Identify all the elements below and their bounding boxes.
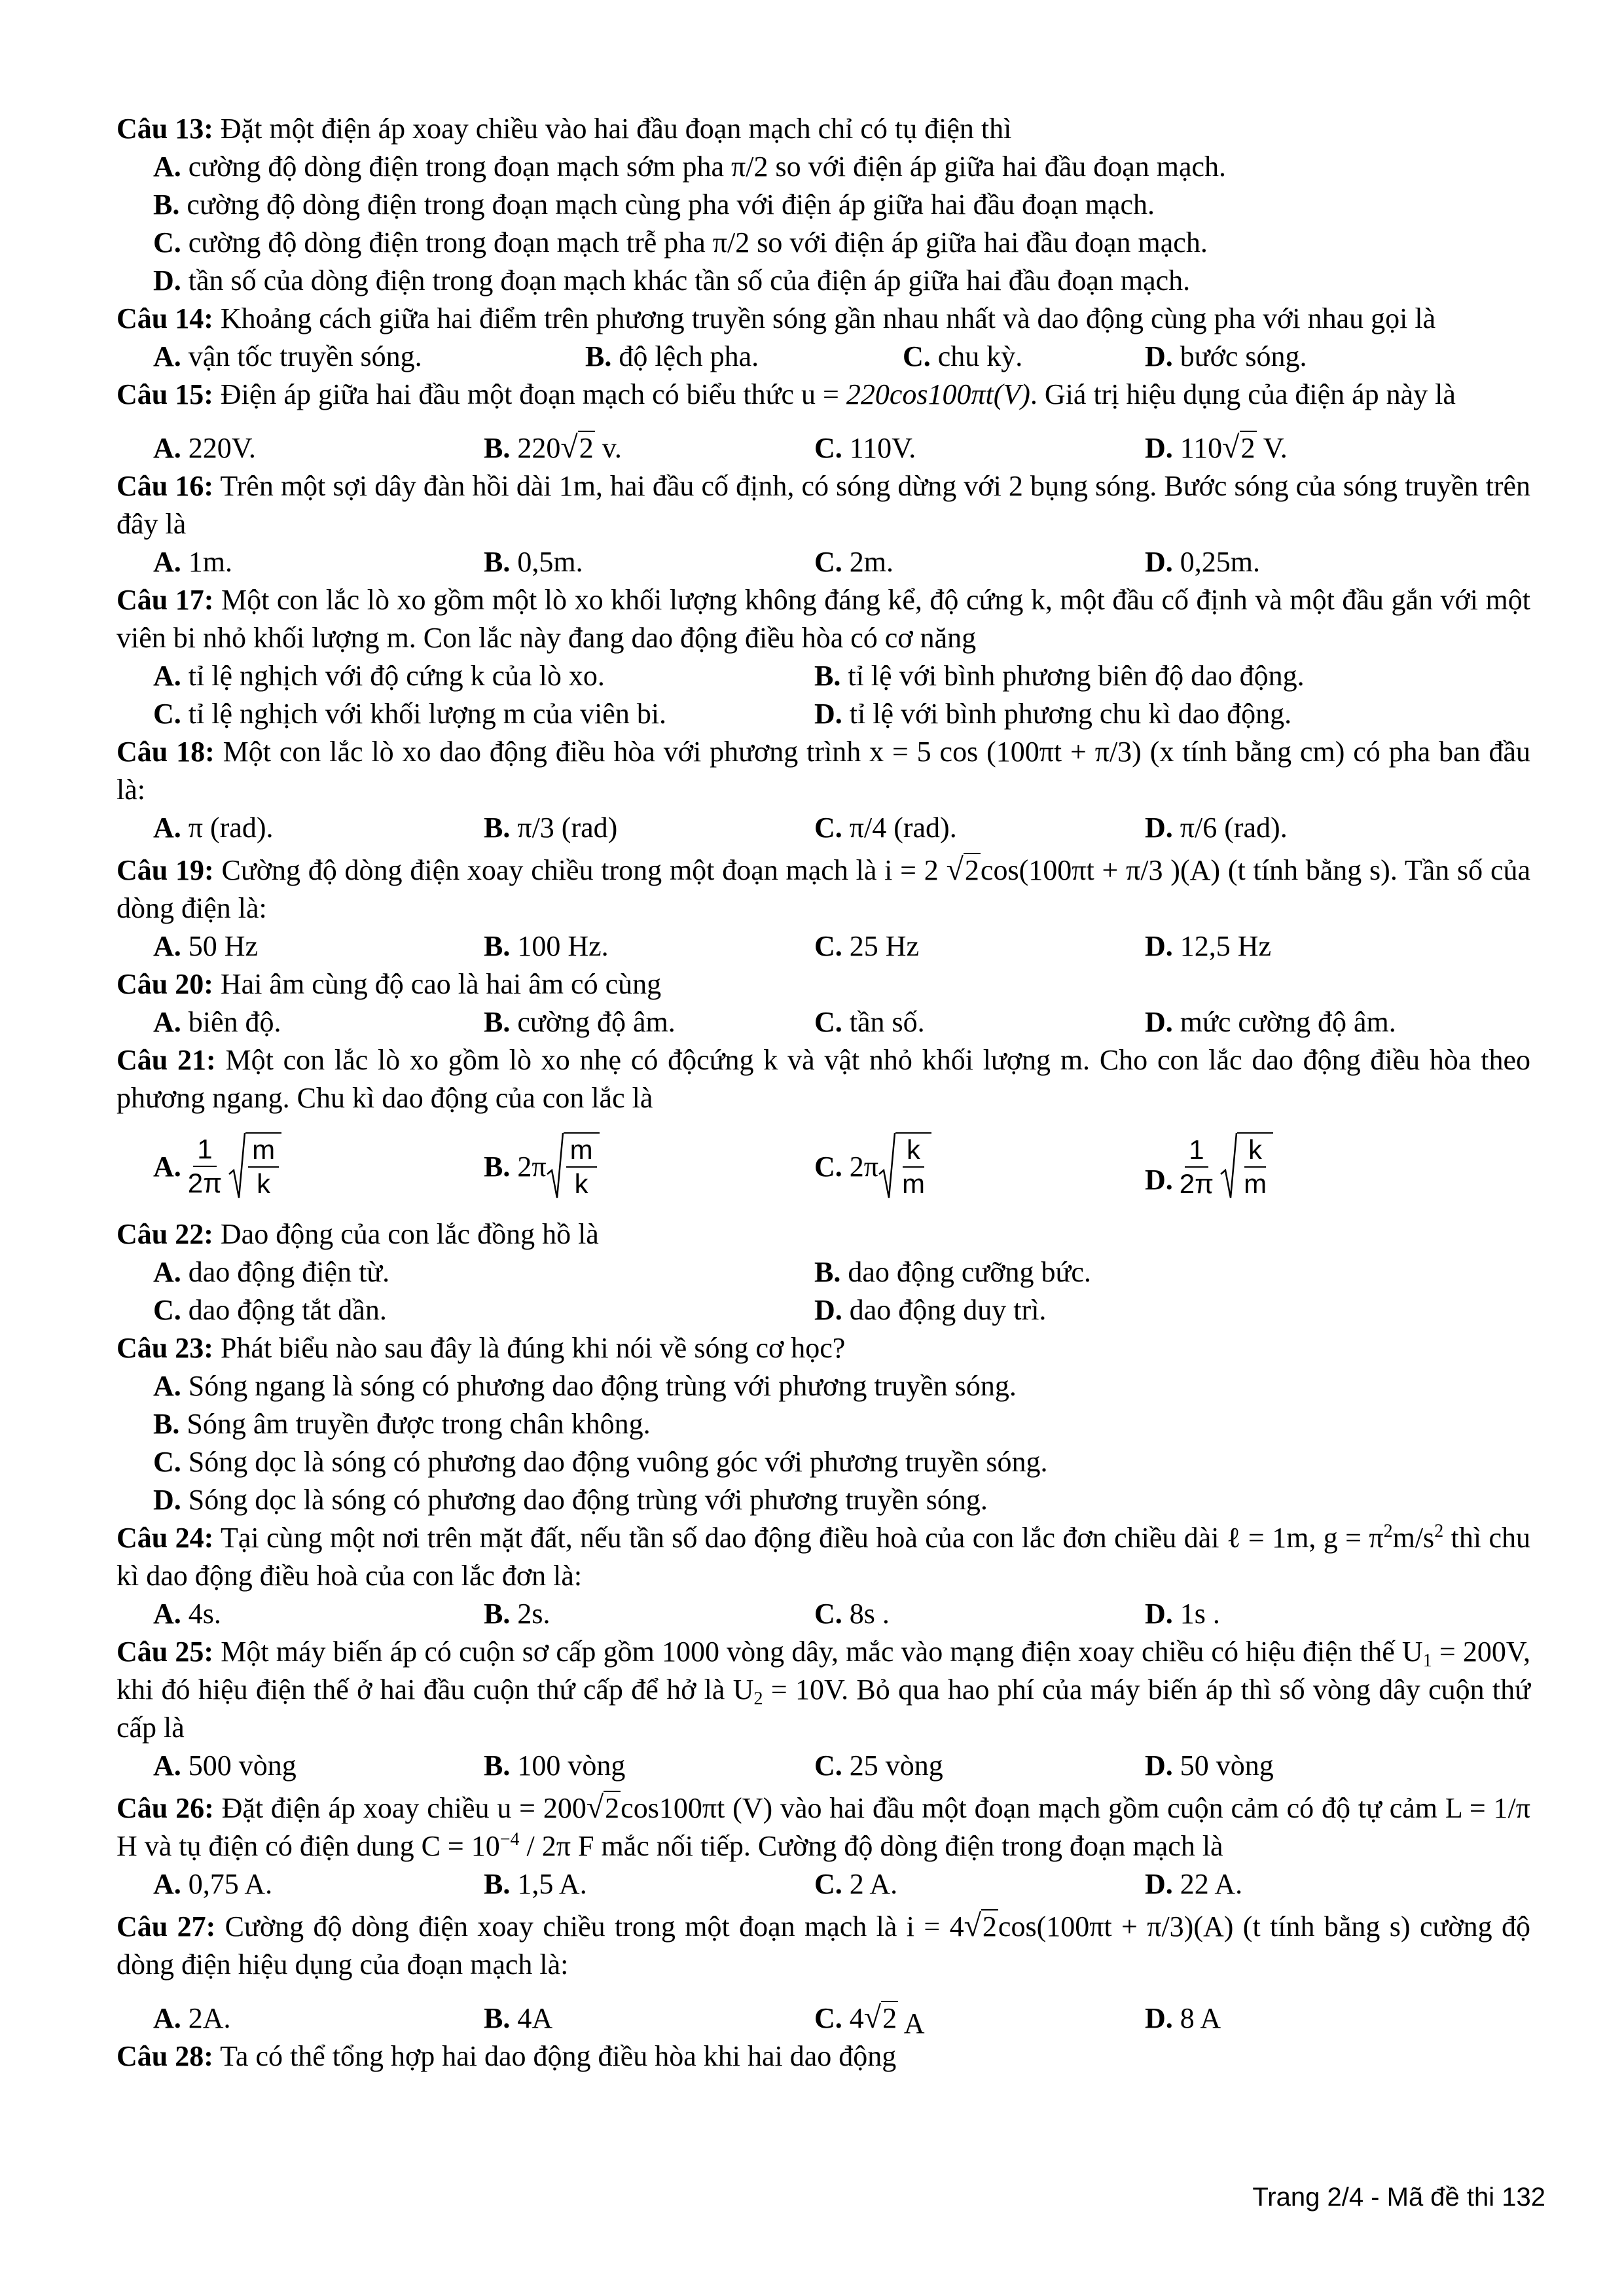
q17-option-d: D. tỉ lệ với bình phương chu kì dao động. bbox=[814, 698, 1292, 730]
q27-option-c: C. 4√2 $_A$ bbox=[814, 2000, 925, 2039]
q24-option-b: B. 2s. bbox=[484, 1598, 550, 1630]
q17-option-a: A. tỉ lệ nghịch với độ cứng k của lò xo. bbox=[153, 660, 605, 692]
question-21: Câu 21: Một con lắc lò xo gồm lò xo nhẹ có độcứng k và vật nhỏ khối lượng m. Cho con lắc dao động điều hòa theo phương ngang. Chu kì dao động của con lắc là bbox=[117, 1044, 1530, 1114]
q22-option-d: D. dao động duy trì. bbox=[814, 1294, 1047, 1326]
q19-option-a: A. 50 Hz bbox=[153, 930, 259, 962]
q27-option-d: D. 8 A bbox=[1145, 2002, 1221, 2034]
q21-option-a: A. 1 2π m k bbox=[153, 1132, 484, 1200]
q17-option-b: B. tỉ lệ với bình phương biên độ dao động. bbox=[814, 660, 1305, 692]
q23-option-c: C. Sóng dọc là sóng có phương dao động vuông góc với phương truyền sóng. bbox=[153, 1446, 1048, 1478]
q18-option-c: C. π/4 (rad). bbox=[814, 812, 957, 844]
q15-option-d: D. 110√2 V. bbox=[1145, 430, 1288, 465]
q22-option-c: C. dao động tắt dần. bbox=[153, 1294, 387, 1326]
question-13: Câu 13: Đặt một điện áp xoay chiều vào hai đầu đoạn mạch chỉ có tụ điện thì bbox=[117, 113, 1012, 145]
question-19: Câu 19: Cường độ dòng điện xoay chiều trong một đoạn mạch là i = 2 √2cos(100πt + π/3 )(A) (t tính bằng s). Tần số của dòng điện là: bbox=[117, 852, 1531, 924]
q23-option-d: D. Sóng dọc là sóng có phương dao động trùng với phương truyền sóng. bbox=[153, 1484, 988, 1516]
q21-option-b: B. 2π m k bbox=[484, 1132, 814, 1200]
q25-option-b: B. 100 vòng bbox=[484, 1749, 626, 1782]
q20-option-c: C. tần số. bbox=[814, 1006, 925, 1038]
q15-option-a: A. 220V. bbox=[153, 432, 256, 464]
q15-options bbox=[153, 414, 1530, 467]
q21-option-d: D. 1 2π k m bbox=[1145, 1132, 1475, 1200]
question-18: Câu 18: Một con lắc lò xo dao động điều hòa với phương trình x = 5 cos (100πt + π/3) (x tính bằng cm) có pha ban đầu là: bbox=[117, 736, 1530, 806]
q20-option-d: D. mức cường độ âm. bbox=[1145, 1006, 1396, 1038]
q26-option-c: C. 2 A. bbox=[814, 1868, 898, 1900]
question-20: Câu 20: Hai âm cùng độ cao là hai âm có cùng bbox=[117, 968, 662, 1000]
q26-options bbox=[153, 1865, 1530, 1903]
q21-options bbox=[153, 1117, 1530, 1215]
q17-options-cd bbox=[153, 695, 1530, 733]
q27-option-b: B. 4A bbox=[484, 2002, 553, 2034]
q18-option-b: B. π/3 (rad) bbox=[484, 812, 618, 844]
q22-option-a: A. dao động điện từ. bbox=[153, 1256, 390, 1288]
page-footer: Trang 2/4 - Mã đề thi 132 bbox=[1252, 2183, 1545, 2212]
q13-option-c: C. cường độ dòng điện trong đoạn mạch trễ pha π/2 so với điện áp giữa hai đầu đoạn mạch. bbox=[153, 226, 1208, 259]
q26-option-a: A. 0,75 A. bbox=[153, 1868, 273, 1900]
q13-option-d: D. tần số của dòng điện trong đoạn mạch khác tần số của điện áp giữa hai đầu đoạn mạch. bbox=[153, 264, 1191, 296]
question-27: Câu 27: Cường độ dòng điện xoay chiều trong một đoạn mạch là i = 4√2cos(100πt + π/3)(A) (t tính bằng s) cường độ dòng điện hiệu dụng của đoạn mạch là: bbox=[117, 1909, 1530, 1981]
q14-option-b: B. độ lệch pha. bbox=[585, 340, 759, 372]
q19-option-c: C. 25 Hz bbox=[814, 930, 920, 962]
q25-options bbox=[153, 1747, 1530, 1785]
q25-option-d: D. 50 vòng bbox=[1145, 1749, 1274, 1782]
q19-option-d: D. 12,5 Hz bbox=[1145, 930, 1272, 962]
questions bbox=[117, 110, 1530, 2075]
q14-options bbox=[153, 338, 1530, 376]
q16-option-c: C. 2m. bbox=[814, 546, 894, 578]
q20-option-b: B. cường độ âm. bbox=[484, 1006, 676, 1038]
question-15: Câu 15: Điện áp giữa hai đầu một đoạn mạch có biểu thức u = 220cos100πt(V). Giá trị hiệu dụng của điện áp này là bbox=[117, 378, 1456, 410]
q24-option-d: D. 1s . bbox=[1145, 1598, 1220, 1630]
question-28: Câu 28: Ta có thể tổng hợp hai dao động điều hòa khi hai dao động bbox=[117, 2040, 897, 2072]
q15-formula: 220cos100πt(V) bbox=[846, 378, 1030, 410]
q14-option-d: D. bước sóng. bbox=[1145, 340, 1307, 372]
q21-a-root: m k bbox=[228, 1132, 281, 1200]
q20-options bbox=[153, 1003, 1530, 1041]
q21-d-root: k m bbox=[1220, 1132, 1273, 1200]
q16-options bbox=[153, 543, 1530, 581]
question-23: Câu 23: Phát biểu nào sau đây là đúng khi nói về sóng cơ học? bbox=[117, 1332, 846, 1364]
q21-b-root: m k bbox=[547, 1132, 600, 1200]
q20-option-a: A. biên độ. bbox=[153, 1006, 281, 1038]
q22-option-b: B. dao động cưỡng bức. bbox=[814, 1256, 1091, 1288]
q14-option-a: A. vận tốc truyền sóng. bbox=[153, 340, 422, 372]
q21-c-root: k m bbox=[878, 1132, 931, 1200]
q26-option-b: B. 1,5 A. bbox=[484, 1868, 587, 1900]
q22-options-ab bbox=[153, 1253, 1530, 1291]
question-16: Câu 16: Trên một sợi dây đàn hồi dài 1m, hai đầu cố định, có sóng dừng với 2 bụng sóng. Bước sóng của sóng truyền trên đây là bbox=[117, 470, 1530, 540]
q27-options bbox=[153, 1984, 1530, 2037]
q23-option-b: B. Sóng âm truyền được trong chân không. bbox=[153, 1408, 651, 1440]
q18-options bbox=[153, 809, 1530, 847]
q14-option-c: C. chu kỳ. bbox=[903, 340, 1023, 372]
q19-options bbox=[153, 927, 1530, 965]
q25-option-c: C. 25 vòng bbox=[814, 1749, 943, 1782]
q25-option-a: A. 500 vòng bbox=[153, 1749, 297, 1782]
q17-options-ab bbox=[153, 657, 1530, 695]
q13-option-a: A. cường độ dòng điện trong đoạn mạch sớm pha π/2 so với điện áp giữa hai đầu đoạn mạch. bbox=[153, 151, 1227, 183]
question-25: Câu 25: Một máy biến áp có cuộn sơ cấp gồm 1000 vòng dây, mắc vào mạng điện xoay chiều có hiệu điện thế $U_1 = 200V$, khi đó hiệu điện thế ở hai đầu cuộn thứ cấp để hở là $U_2 = 10V$. Bỏ qua hao phí của máy biến áp thì số vòng dây cuộn thứ cấp là bbox=[117, 1636, 1530, 1744]
q26-option-d: D. 22 A. bbox=[1145, 1868, 1243, 1900]
q16-option-a: A. 1m. bbox=[153, 546, 233, 578]
q16-option-d: D. 0,25m. bbox=[1145, 546, 1261, 578]
q22-options-cd bbox=[153, 1291, 1530, 1329]
q15-option-b: B. 220√2 v. bbox=[484, 430, 622, 465]
q13-option-b: B. cường độ dòng điện trong đoạn mạch cùng pha với điện áp giữa hai đầu đoạn mạch. bbox=[153, 188, 1155, 221]
q16-option-b: B. 0,5m. bbox=[484, 546, 583, 578]
q17-option-c: C. tỉ lệ nghịch với khối lượng m của viên bi. bbox=[153, 698, 667, 730]
question-22: Câu 22: Dao động của con lắc đồng hồ là bbox=[117, 1218, 599, 1250]
q24-option-c: C. 8s . bbox=[814, 1598, 890, 1630]
q27-option-a: A. 2A. bbox=[153, 2002, 231, 2034]
q18-option-a: A. π (rad). bbox=[153, 812, 274, 844]
q24-options bbox=[153, 1595, 1530, 1633]
q18-option-d: D. π/6 (rad). bbox=[1145, 812, 1288, 844]
question-14: Câu 14: Khoảng cách giữa hai điểm trên phương truyền sóng gần nhau nhất và dao động cùng pha với nhau gọi là bbox=[117, 302, 1436, 334]
q19-option-b: B. 100 Hz. bbox=[484, 930, 609, 962]
q23-option-a: A. Sóng ngang là sóng có phương dao động trùng với phương truyền sóng. bbox=[153, 1370, 1017, 1402]
q21-option-c: C. 2π k m bbox=[814, 1132, 1145, 1200]
q15-option-c: C. 110V. bbox=[814, 432, 916, 464]
question-24: Câu 24: Tại cùng một nơi trên mặt đất, nếu tần số dao động điều hoà của con lắc đơn chiều dài ℓ = 1m, $g = \pi^2m/s^2$ thì chu kì dao động điều hoà của con lắc đơn là: bbox=[117, 1521, 1531, 1592]
question-26: Câu 26: Đặt điện áp xoay chiều u = 200√2cos100πt (V) vào hai đầu một đoạn mạch gồm cuộn cảm có độ tự cảm L = 1/π H và tụ điện có điện dung $C = 10^{-4} / 2\pi$ F mắc nối tiếp. Cường độ dòng điện trong đoạn mạch là bbox=[117, 1790, 1530, 1862]
q24-option-a: A. 4s. bbox=[153, 1598, 221, 1630]
question-17: Câu 17: Một con lắc lò xo gồm một lò xo khối lượng không đáng kể, độ cứng k, một đầu cố định và một đầu gắn với một viên bi nhỏ khối lượng m. Con lắc này đang dao động điều hòa có cơ năng bbox=[117, 584, 1530, 654]
